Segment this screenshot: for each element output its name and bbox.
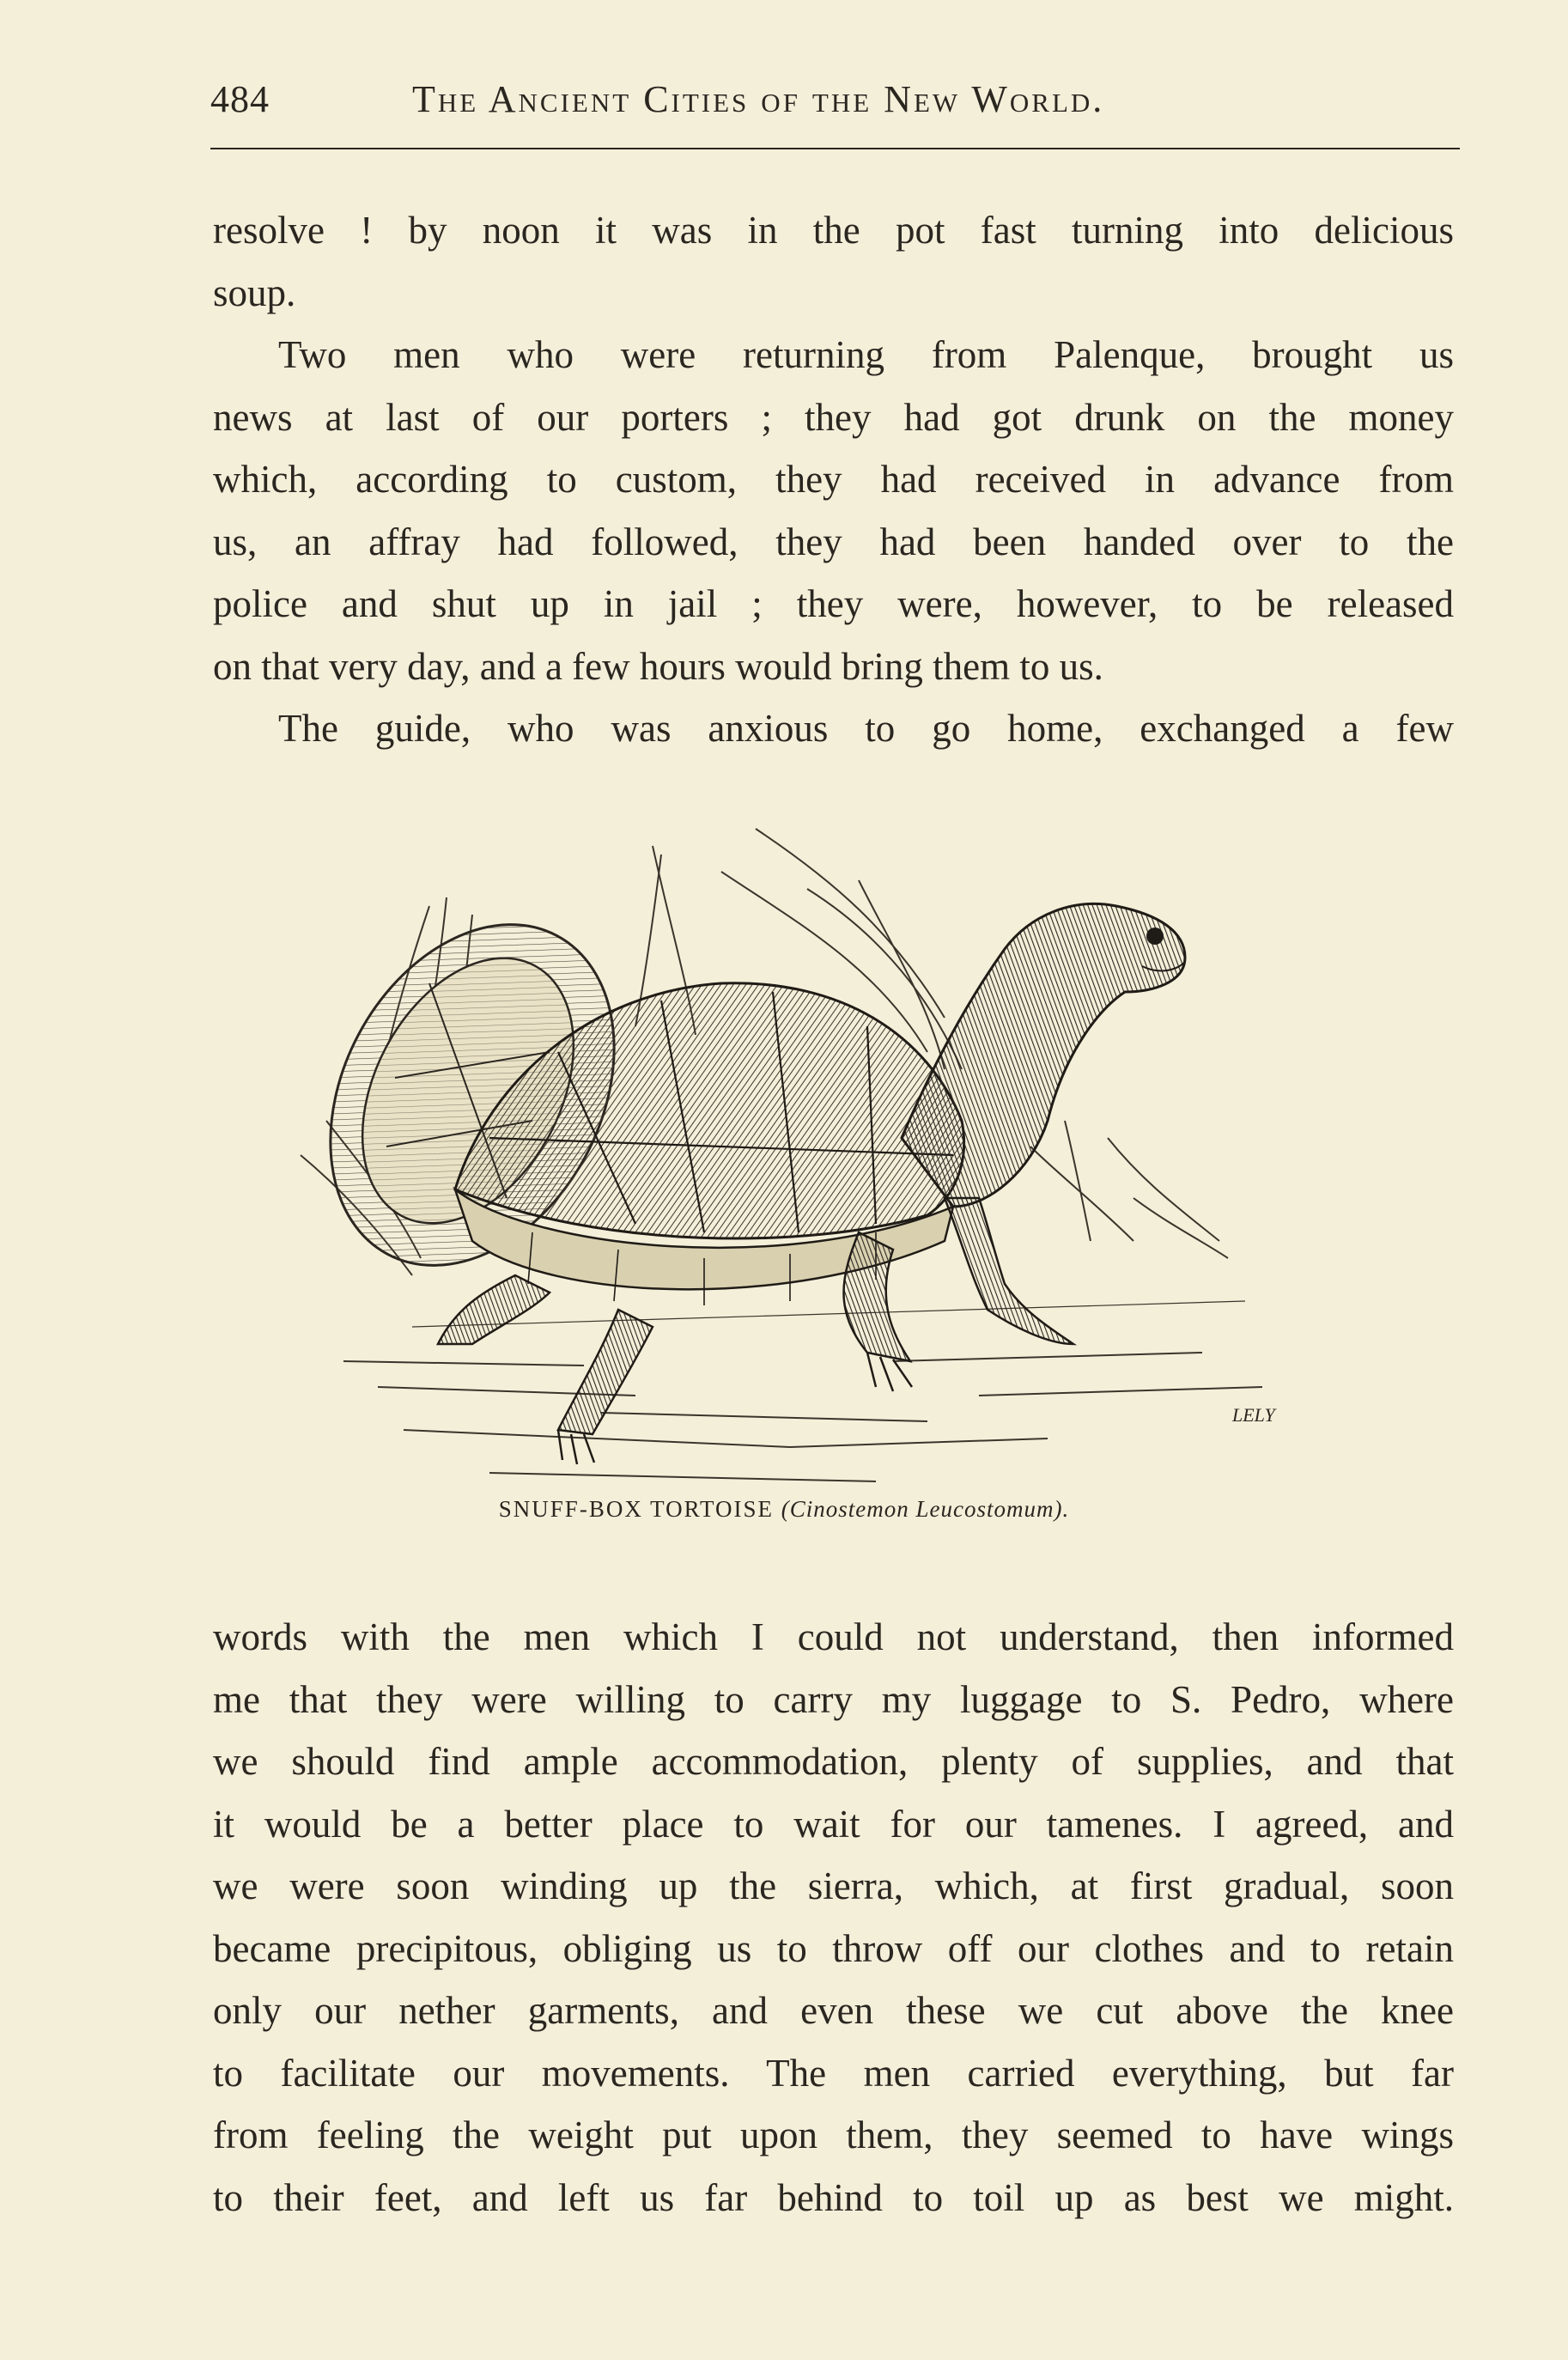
text-line: Two men who were returning from Palenque, brought us bbox=[278, 333, 1454, 376]
text-line: resolve ! by noon it was in the pot fast turning into delicious bbox=[213, 209, 1454, 252]
text-line: became precipitous, obliging us to throw off our clothes and to retain bbox=[213, 1926, 1454, 1970]
paragraphs-before-figure bbox=[213, 199, 1454, 760]
text-line: only our nether garments, and even these we cut above the knee bbox=[213, 1989, 1454, 2032]
text-line: we should find ample accommodation, plenty of supplies, and that bbox=[213, 1740, 1454, 1783]
caption-title: SNUFF-BOX TORTOISE bbox=[498, 1496, 774, 1522]
text-line: it would be a better place to wait for our tamenes. I agreed, and bbox=[213, 1802, 1454, 1846]
text-line: police and shut up in jail ; they were, however, to be released bbox=[213, 582, 1454, 625]
paragraph-after-figure bbox=[213, 1606, 1454, 2229]
text-line: to facilitate our movements. The men carried everything, but far bbox=[213, 2051, 1454, 2095]
text-line: news at last of our porters ; they had got drunk on the money bbox=[213, 395, 1454, 439]
caption-latin-name: (Cinostemon Leucostomum). bbox=[781, 1496, 1070, 1522]
header-rule bbox=[210, 148, 1460, 149]
text-line: The guide, who was anxious to go home, exchanged a few bbox=[278, 707, 1454, 750]
text-line: soup. bbox=[213, 271, 296, 314]
running-title: The Ancient Cities of the New World. bbox=[412, 78, 1105, 120]
text-line: to their feet, and left us far behind to toil up as best we might. bbox=[213, 2175, 1454, 2219]
text-line: which, according to custom, they had received in advance from bbox=[213, 458, 1454, 501]
text-line: us, an affray had followed, they had been handed over to the bbox=[213, 520, 1454, 563]
figure-caption bbox=[283, 1496, 1285, 1523]
page-number: 484 bbox=[210, 78, 270, 120]
text-line: on that very day, and a few hours would bring them to us. bbox=[213, 644, 1103, 688]
artist-signature: LELY bbox=[1232, 1404, 1275, 1426]
text-line: from feeling the weight put upon them, they seemed to have wings bbox=[213, 2114, 1454, 2156]
tortoise-engraving bbox=[275, 794, 1383, 1499]
text-line: me that they were willing to carry my luggage to S. Pedro, where bbox=[213, 1677, 1454, 1721]
text-line: we were soon winding up the sierra, which, at first gradual, soon bbox=[213, 1864, 1454, 1907]
page-header bbox=[210, 77, 1460, 129]
text-line: words with the men which I could not understand, then informed bbox=[213, 1615, 1454, 1658]
